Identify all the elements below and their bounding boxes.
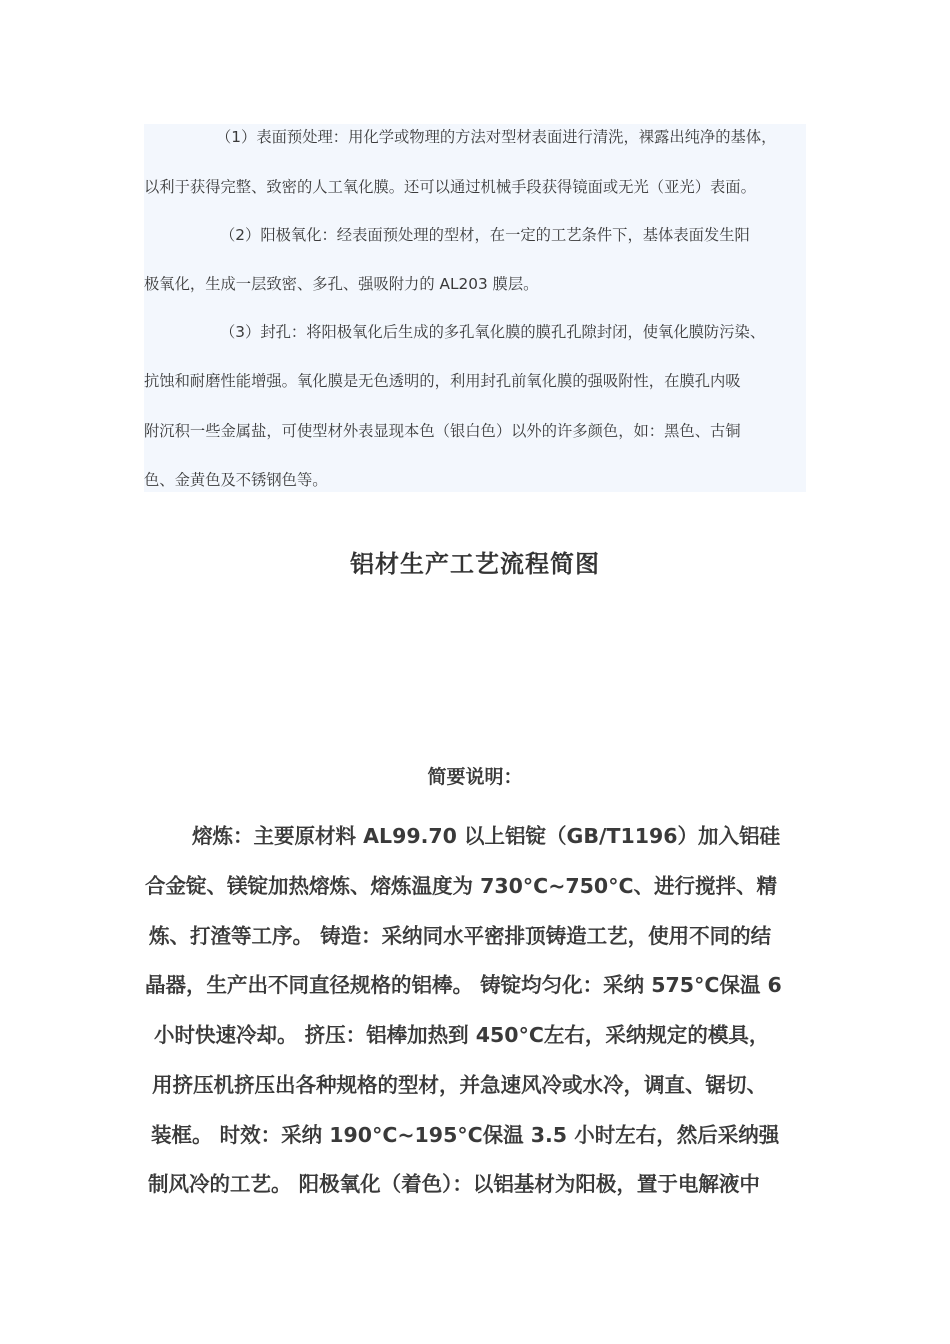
summary-line: 炼、打渣等工序。 铸造：采纳同水平密排顶铸造工艺，使用不同的结: [149, 924, 772, 948]
step-3-line-1: （3）封孔：将阳极氧化后生成的多孔氧化膜的膜孔孔隙封闭，使氧化膜防污染、: [220, 323, 766, 341]
summary-line: 晶器，生产出不同直径规格的铝棒。 铸锭均匀化：采纳 575°C保温 6: [145, 973, 782, 997]
summary-heading: 简要说明：: [427, 766, 523, 788]
step-2-line-1: （2）阳极氧化：经表面预处理的型材，在一定的工艺条件下，基体表面发生阳: [220, 226, 750, 244]
step-3-line-2: 抗蚀和耐磨性能增强。氧化膜是无色透明的，利用封孔前氧化膜的强吸附性，在膜孔内吸: [144, 372, 741, 390]
summary-line: 装框。 时效：采纳 190°C~195°C保温 3.5 小时左右，然后采纳强: [151, 1123, 780, 1147]
summary-line: 小时快速冷却。 挤压：铝棒加热到 450°C左右，采纳规定的模具，: [154, 1023, 770, 1047]
step-2-line-2: 极氧化，生成一层致密、多孔、强吸附力的 AL203 膜层。: [144, 275, 539, 293]
summary-line: 用挤压机挤压出各种规格的型材，并急速风冷或水冷，调直、锯切、: [152, 1073, 767, 1097]
summary-line: 熔炼：主要原材料 AL99.70 以上铝锭（GB/T1196）加入铝硅: [192, 824, 781, 848]
step-3-line-4: 色、金黄色及不锈钢色等。: [144, 471, 328, 489]
step-3-line-3: 附沉积一些金属盐，可使型材外表显现本色（银白色）以外的许多颜色，如：黑色、古铜: [144, 422, 741, 440]
step-1-line-1: （1）表面预处理：用化学或物理的方法对型材表面进行清洗，裸露出纯净的基体，: [216, 128, 777, 146]
step-1-line-2: 以利于获得完整、致密的人工氧化膜。还可以通过机械手段获得镜面或无光（亚光）表面。: [144, 178, 756, 196]
summary-line: 制风冷的工艺。 阳极氧化（着色）：以铝基材为阳极，置于电解液中: [148, 1172, 760, 1196]
summary-line: 合金锭、镁锭加热熔炼、熔炼温度为 730°C~750°C、进行搅拌、精: [145, 874, 777, 898]
page-title: 铝材生产工艺流程简图: [350, 549, 600, 578]
